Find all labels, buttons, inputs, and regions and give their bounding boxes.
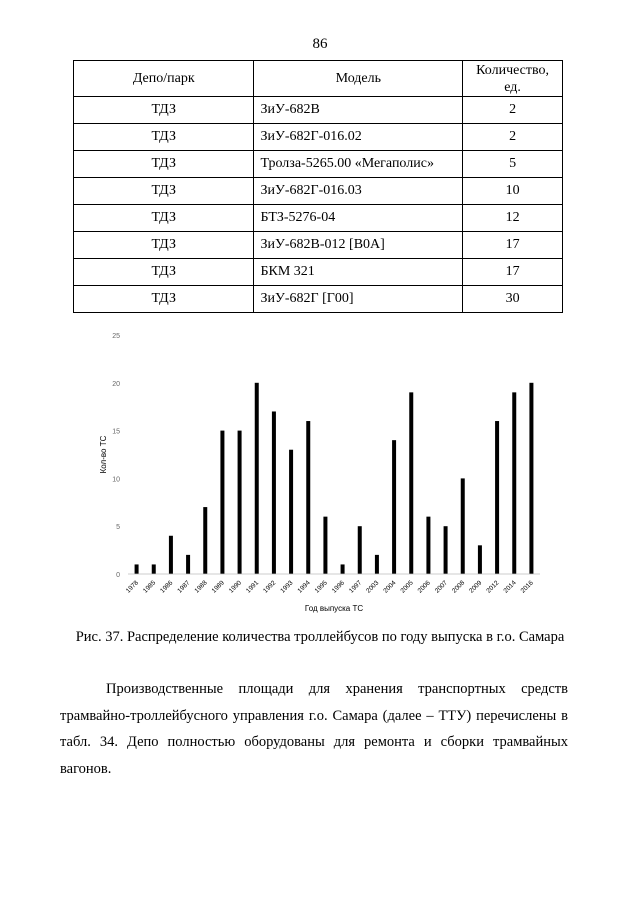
x-axis-ticks (125, 579, 535, 594)
y-axis-ticks (112, 333, 120, 579)
bar-1996 (341, 564, 345, 574)
x-tick-label: 1993 (279, 579, 295, 595)
x-tick-label: 2005 (399, 579, 415, 595)
cell-model: БКМ 321 (254, 259, 463, 286)
table-body (74, 97, 563, 313)
bar-1994 (306, 421, 310, 574)
figure-caption: Рис. 37. Распределение количества троллейбусов по году выпуска в г.о. Самара (75, 629, 565, 645)
table-row (74, 259, 563, 286)
x-tick-label: 1994 (296, 579, 312, 595)
cell-model: ЗиУ-682В (254, 97, 463, 124)
table-row (74, 232, 563, 259)
x-tick-label: 1995 (313, 579, 329, 595)
x-tick-label: 2006 (416, 579, 432, 595)
cell-depot: ТДЗ (74, 259, 254, 286)
cell-model: ЗиУ-682Г-016.02 (254, 124, 463, 151)
cell-depot: ТДЗ (74, 205, 254, 232)
x-tick-label: 1990 (227, 579, 243, 595)
x-tick-label: 1989 (210, 579, 226, 595)
x-tick-label: 2008 (450, 579, 467, 595)
cell-quantity: 17 (463, 232, 563, 259)
table-row (74, 124, 563, 151)
body-paragraph: Производственные площади для хранения транспортных средств трамвайно-троллейбусного управления г.о. Самара (далее – ТТУ) перечислены в табл. 34. Депо полностью оборудованы для ремонта и сборки трамвайных вагонов. (60, 681, 568, 777)
bar-1993 (289, 450, 293, 574)
bar-2007 (444, 526, 448, 574)
bar-2005 (409, 392, 413, 574)
x-tick-label: 2016 (519, 579, 535, 595)
x-tick-label: 1986 (159, 579, 175, 595)
bar-2012 (495, 421, 499, 574)
bar-1989 (220, 431, 224, 574)
table-row (74, 151, 563, 178)
x-tick-label: 1985 (141, 579, 158, 595)
y-axis-label: Кол-во ТС (99, 435, 108, 474)
bar-1991 (255, 383, 259, 574)
x-tick-label: 1988 (193, 579, 209, 595)
header-model: Модель (254, 61, 463, 97)
x-tick-label: 1991 (244, 579, 261, 595)
bar-1992 (272, 411, 276, 574)
cell-depot: ТДЗ (74, 151, 254, 178)
page-number: 86 (312, 36, 328, 52)
cell-model: ЗиУ-682Г [Г00] (254, 286, 463, 313)
x-tick-label: 1987 (176, 579, 192, 595)
bar-1988 (203, 507, 207, 574)
bar-2009 (478, 545, 482, 574)
cell-depot: ТДЗ (74, 286, 254, 313)
bars (135, 383, 534, 574)
x-tick-label: 2012 (485, 579, 501, 595)
table-row (74, 286, 563, 313)
bar-1985 (152, 564, 156, 574)
bar-1986 (169, 536, 173, 574)
x-tick-label: 1978 (124, 579, 140, 595)
cell-model: ЗиУ-682Г-016.03 (254, 178, 463, 205)
cell-depot: ТДЗ (74, 97, 254, 124)
table-row (74, 205, 563, 232)
x-tick-label: 1996 (330, 579, 346, 595)
x-tick-label: 2007 (433, 579, 449, 595)
cell-model: ЗиУ-682В-012 [В0А] (254, 232, 463, 259)
y-tick-label: 0 (116, 572, 120, 579)
bar-2006 (426, 517, 430, 574)
bar-1997 (358, 526, 362, 574)
table-row (74, 97, 563, 124)
cell-depot: ТДЗ (74, 178, 254, 205)
x-tick-label: 2003 (365, 579, 381, 595)
cell-quantity: 2 (463, 97, 563, 124)
y-tick-label: 20 (112, 380, 120, 388)
bar-2008 (461, 478, 465, 574)
trolleybus-year-chart (100, 325, 550, 620)
x-axis-label: Год выпуска ТС (304, 604, 364, 613)
cell-quantity: 10 (463, 178, 563, 205)
depot-models-table (73, 60, 563, 313)
bar-1978 (135, 564, 139, 574)
y-tick-label: 15 (112, 428, 120, 436)
cell-quantity: 30 (463, 286, 563, 313)
x-tick-label: 1997 (347, 579, 364, 595)
y-tick-label: 5 (116, 524, 120, 532)
table-header-row (74, 61, 563, 97)
x-tick-label: 1992 (262, 579, 278, 595)
cell-quantity: 2 (463, 124, 563, 151)
bar-1995 (323, 517, 327, 574)
cell-quantity: 17 (463, 259, 563, 286)
cell-quantity: 5 (463, 151, 563, 178)
header-quantity: Количество, ед. (463, 61, 563, 97)
cell-model: БТЗ-5276-04 (254, 205, 463, 232)
y-tick-label: 10 (112, 476, 120, 484)
cell-depot: ТДЗ (74, 124, 254, 151)
bar-1987 (186, 555, 190, 574)
bar-2014 (512, 392, 516, 574)
y-tick-label: 25 (112, 333, 120, 340)
header-depot: Депо/парк (74, 61, 254, 97)
bar-2016 (529, 383, 533, 574)
x-tick-label: 2014 (502, 579, 518, 595)
cell-depot: ТДЗ (74, 232, 254, 259)
bar-1990 (238, 431, 242, 574)
cell-model: Тролза-5265.00 «Мегаполис» (254, 151, 463, 178)
bar-2004 (392, 440, 396, 574)
cell-quantity: 12 (463, 205, 563, 232)
x-tick-label: 2004 (382, 579, 398, 595)
bar-2003 (375, 555, 379, 574)
table-row (74, 178, 563, 205)
x-tick-label: 2009 (468, 579, 484, 595)
